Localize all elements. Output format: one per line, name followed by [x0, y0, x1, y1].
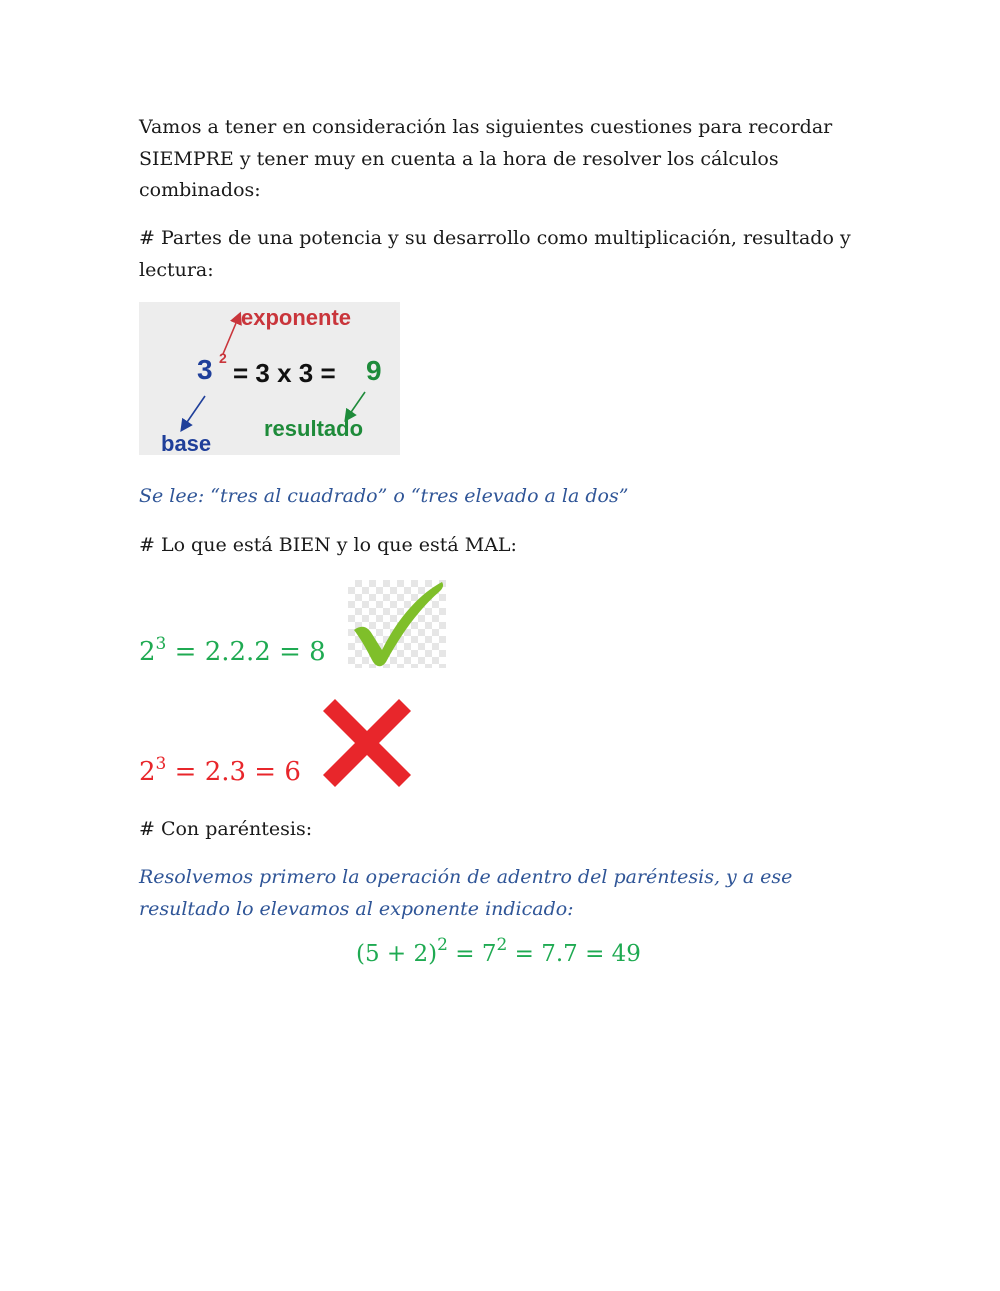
section-heading-parentheses: # Con paréntesis: — [139, 818, 313, 840]
intro-paragraph: Vamos a tener en consideración las siguientes cuestiones para recordar SIEMPRE y tener muy en cuenta a la hora de resolver los cálculos combinados: — [139, 116, 833, 201]
cross-icon — [321, 697, 413, 789]
eq-part1: (5 + 2) — [356, 941, 438, 967]
power-parts-diagram — [139, 302, 400, 455]
base-label: base — [161, 431, 212, 456]
wrong-exponent: 3 — [155, 754, 167, 774]
result-label: resultado — [264, 416, 364, 441]
reading-note: Se lee: “tres al cuadrado” o “tres elevado a la dos” — [139, 485, 629, 507]
expansion-text: = 3 x 3 = — [233, 358, 336, 388]
correct-equation — [139, 634, 326, 667]
eq-part2: = 7 — [447, 941, 497, 967]
exponent-digit: 2 — [219, 350, 227, 366]
wrong-equation — [139, 754, 301, 787]
base-digit: 3 — [197, 354, 213, 385]
eq-part3: = 7.7 = 49 — [507, 941, 641, 967]
result-digit: 9 — [366, 355, 382, 386]
eq-exponent1: 2 — [437, 935, 448, 955]
checkmark-background — [348, 580, 446, 668]
base-arrow — [183, 396, 205, 428]
result-arrow — [347, 392, 365, 418]
section-heading-power-parts: # Partes de una potencia y su desarrollo como multiplicación, resultado y lectura: — [139, 227, 851, 281]
wrong-rest: = 2.3 = 6 — [166, 757, 301, 787]
correct-exponent: 3 — [155, 634, 167, 654]
exponent-label: exponente — [241, 305, 352, 330]
correct-rest: = 2.2.2 = 8 — [166, 637, 326, 667]
parentheses-explanation: Resolvemos primero la operación de adentro del paréntesis, y a ese resultado lo elevamos al exponente indicado: — [139, 866, 793, 920]
section-heading-right-wrong: # Lo que está BIEN y lo que está MAL: — [139, 534, 517, 556]
correct-base: 2 — [139, 637, 156, 667]
exponent-arrow — [223, 316, 239, 354]
eq-exponent2: 2 — [496, 935, 508, 955]
wrong-base: 2 — [139, 757, 156, 787]
checkmark-icon — [348, 580, 446, 668]
parentheses-equation — [356, 935, 641, 967]
